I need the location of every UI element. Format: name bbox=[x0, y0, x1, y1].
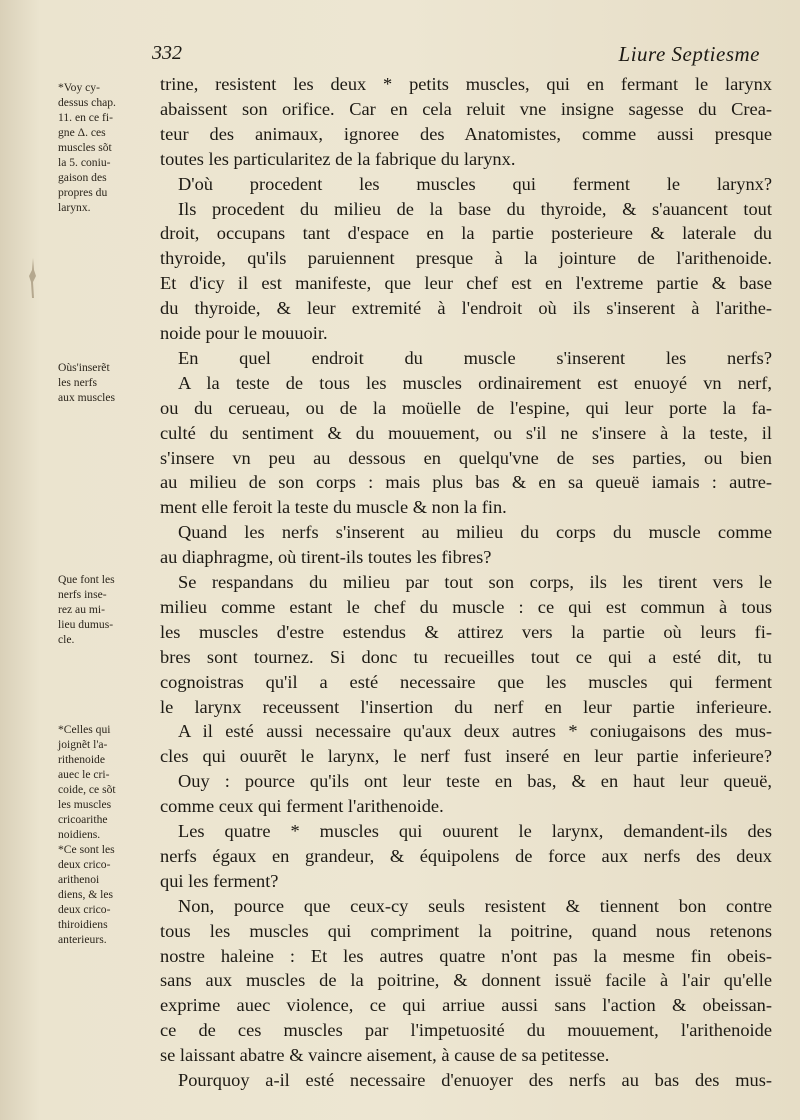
running-title: Liure Septiesme bbox=[618, 42, 760, 66]
margin-note-line: rithenoide bbox=[58, 753, 106, 766]
margin-note-line: cricoarithe bbox=[58, 813, 108, 826]
margin-note-line: larynx. bbox=[58, 201, 91, 214]
text-line: Les quatre * muscles qui ouurent le larynx, demandent-ils des bbox=[178, 821, 772, 841]
text-line: noide pour le mouuoir. bbox=[160, 323, 328, 343]
text-line: nerfs égaux en grandeur, & équipolens de force aux nerfs des deux bbox=[160, 845, 772, 866]
text-line: Et d'icy il est manifeste, que leur chef est en l'extreme partie & base bbox=[160, 273, 772, 294]
text-line: cognoistras qu'il a esté necessaire que les muscles qui ferment bbox=[160, 671, 772, 692]
margin-note-line: noidiens. bbox=[58, 828, 101, 841]
margin-note-line: thiroidiens bbox=[58, 918, 108, 931]
text-line: sans aux muscles de la poitrine, & donnent issuë facile à l'air qu'elle bbox=[160, 970, 772, 991]
text-line: teur des animaux, ignoree des Anatomistes, comme aussi presque bbox=[160, 123, 772, 144]
margin-note-line: *Voy cy- bbox=[58, 81, 100, 94]
page-header bbox=[150, 42, 790, 68]
margin-note-line: coide, ce sõt bbox=[58, 783, 116, 796]
margin-note-line: 11. en ce fi- bbox=[58, 111, 113, 124]
text-line: droit, occupans tant d'espace en la partie posterieure & laterale du bbox=[160, 223, 772, 244]
margin-note-line: nerfs inse- bbox=[58, 588, 107, 601]
margin-note-line: auec le cri- bbox=[58, 768, 110, 781]
margin-note-line: deux crico- bbox=[58, 858, 111, 871]
margin-note-line: lieu dumus- bbox=[58, 618, 114, 631]
text-line: culté du sentiment & du mouuement, ou s'il ne s'insere à la teste, il bbox=[160, 422, 772, 443]
margin-note bbox=[58, 722, 150, 947]
text-line: tous les muscles qui compriment la poitrine, quand nous retenons bbox=[160, 920, 772, 941]
text-line: ce de ces muscles par l'impetuosité du mouuement, l'arithenoide bbox=[160, 1020, 772, 1041]
text-line: trine, resistent les deux * petits muscles, qui en fermant le larynx bbox=[160, 74, 772, 94]
text-line: D'où procedent les muscles qui ferment le larynx? bbox=[178, 173, 772, 194]
text-line: cles qui ouurẽt le larynx, le nerf fust inseré en leur partie inferieure? bbox=[160, 746, 772, 767]
margin-note-line: *Celles qui bbox=[58, 723, 111, 736]
text-line: du thyroide, & leur extremité à l'endroit où ils s'inserent à l'arithe- bbox=[160, 298, 772, 319]
text-line: les muscles d'estre estendus & attirez vers la partie où leurs fi- bbox=[160, 621, 772, 642]
text-line: comme ceux qui ferment l'arithenoide. bbox=[160, 796, 444, 817]
margin-note-line: joignẽt l'a- bbox=[58, 738, 108, 751]
text-line: s'insere vn peu au dessous en quelqu'vne de ses parties, ou bien bbox=[160, 447, 772, 468]
text-line: exprime auec violence, ce qui arriue aussi sans l'action & obeissan- bbox=[160, 995, 772, 1016]
margin-note-line: rez au mi- bbox=[58, 603, 105, 616]
margin-note-line: cle. bbox=[58, 633, 75, 646]
text-line: A la teste de tous les muscles ordinairement est enuoyé vn nerf, bbox=[178, 372, 772, 393]
margin-note-line: la 5. coniu- bbox=[58, 156, 111, 169]
text-line: Se respandans du milieu par tout son corps, ils les tirent vers le bbox=[178, 572, 772, 592]
text-line: se laissant abatre & vaincre aisement, à cause de sa petitesse. bbox=[160, 1045, 610, 1066]
margin-note-line: deux crico- bbox=[58, 903, 111, 916]
text-line: Non, pource que ceux-cy seuls resistent & tiennent bon contre bbox=[178, 895, 772, 916]
text-line: au diaphragme, où tirent-ils toutes les fibres? bbox=[160, 547, 492, 568]
margin-note bbox=[58, 572, 150, 647]
text-line: abaissent son orifice. Car en cela reluit vne insigne sagesse du Crea- bbox=[160, 98, 772, 119]
margin-note-line: arithenoi bbox=[58, 873, 100, 886]
text-line: Ouy : pource qu'ils ont leur teste en bas, & en haut leur queuë, bbox=[178, 771, 772, 792]
text-line: le larynx receussent l'insertion du nerf en leur partie inferieure. bbox=[160, 696, 772, 717]
margin-note-line: diens, & les bbox=[58, 888, 114, 901]
margin-note-line: Oùs'inserẽt bbox=[58, 361, 110, 374]
margin-note-line: anterieurs. bbox=[58, 933, 107, 946]
margin-note bbox=[58, 360, 150, 405]
text-line: Quand les nerfs s'inserent au milieu du corps du muscle comme bbox=[178, 522, 772, 543]
text-line: ou du cerueau, ou de la moüelle de l'espine, qui leur porte la fa- bbox=[160, 397, 772, 418]
page-number: 332 bbox=[152, 42, 182, 64]
margin-note-line: aux muscles bbox=[58, 391, 115, 404]
text-line: Ils procedent du milieu de la base du thyroide, & s'auancent tout bbox=[178, 198, 772, 219]
margin-note-line: propres du bbox=[58, 186, 108, 199]
text-line: A il esté aussi necessaire qu'aux deux autres * coniugaisons des mus- bbox=[178, 721, 772, 742]
text-line: thyroide, qu'ils paruiennent presque à la jointure de l'arithenoide. bbox=[160, 248, 772, 269]
margin-note-line: *Ce sont les bbox=[58, 843, 115, 856]
text-line: nostre haleine : Et les autres quatre n'ont pas la mesme fin obeis- bbox=[160, 945, 772, 966]
text-line: Pourquoy a-il esté necessaire d'enuoyer des nerfs au bas des mus- bbox=[178, 1070, 772, 1090]
text-line: milieu comme estant le chef du muscle : ce qui est commun à tous bbox=[160, 596, 772, 617]
margin-note bbox=[58, 80, 150, 215]
text-line: toutes les particularitez de la fabrique du larynx. bbox=[160, 148, 516, 169]
margin-note-line: muscles sõt bbox=[58, 141, 112, 154]
text-line: En quel endroit du muscle s'inserent les nerfs? bbox=[178, 347, 772, 368]
margin-note-line: gaison des bbox=[58, 171, 107, 184]
margin-note-line: les muscles bbox=[58, 798, 112, 811]
margin-note-line: dessus chap. bbox=[58, 96, 116, 109]
text-line: ment elle feroit la teste du muscle & non la fin. bbox=[160, 497, 507, 518]
text-line: bres sont tournez. Si donc tu recueilles tout ce qui a esté dit, tu bbox=[160, 646, 772, 667]
text-line: qui les ferment? bbox=[160, 870, 279, 891]
text-line: au milieu de son corps : mais plus bas & en sa queuë iamais : autre- bbox=[160, 472, 772, 493]
paper-stain-icon bbox=[28, 258, 38, 298]
margin-note-line: Que font les bbox=[58, 573, 115, 586]
margin-note-line: gne Δ. ces bbox=[58, 126, 106, 139]
margin-note-line: les nerfs bbox=[58, 376, 97, 389]
